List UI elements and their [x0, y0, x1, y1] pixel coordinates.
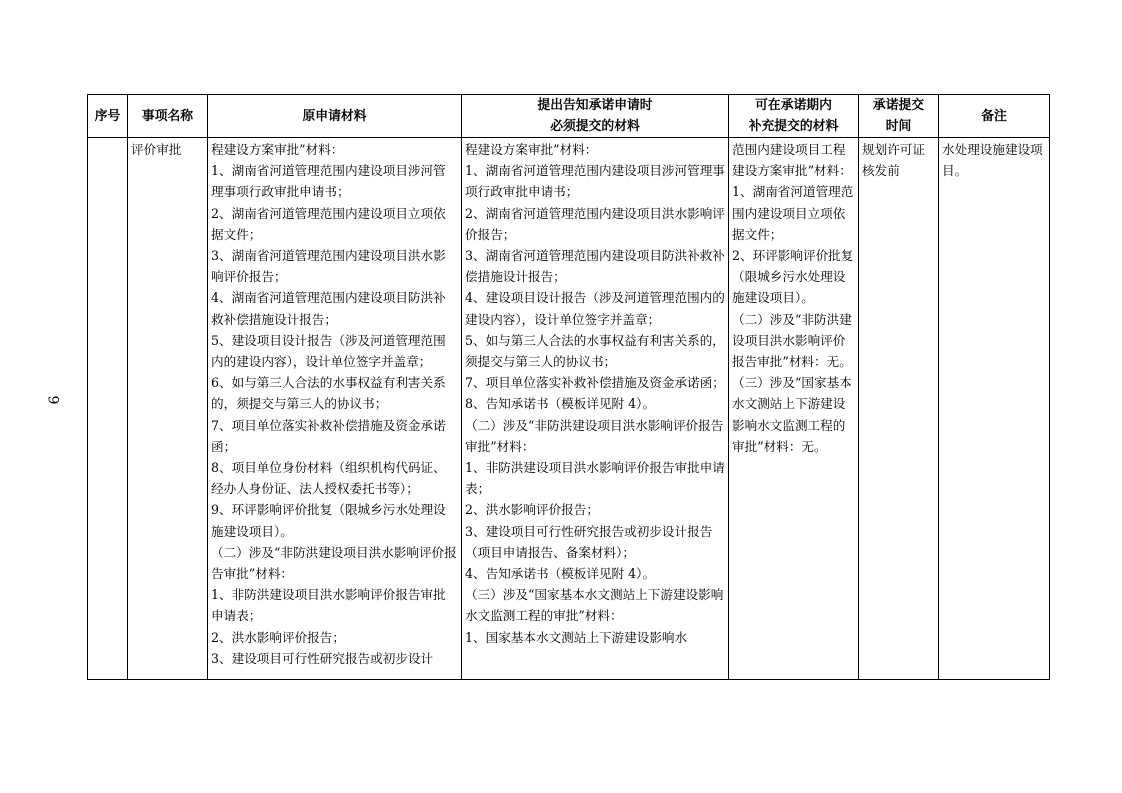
- list-item: 2、环评影响评价批复（限城乡污水处理设施建设项目）。: [732, 248, 854, 306]
- list-item: 程建设方案审批”材料：: [211, 142, 344, 157]
- header-required-line2: 必须提交的材料: [550, 119, 640, 134]
- list-item: 7、项目单位落实补救补偿措施及资金承诺函；: [465, 375, 725, 391]
- list-item: 程建设方案审批”材料：: [465, 142, 598, 157]
- header-item-name: 事项名称: [128, 95, 208, 138]
- header-commit-line2: 时间: [885, 119, 912, 134]
- list-item: （二）涉及“非防洪建设项目洪水影响评价报告审批”材料：: [465, 417, 724, 454]
- header-seq: 序号: [88, 95, 128, 138]
- list-item: 3、湖南省河道管理范围内建设项目防洪补救补偿措施设计报告；: [465, 248, 725, 285]
- list-item: （三）涉及“国家基本水文测站上下游建设影响水文监测工程的审批”材料：: [465, 587, 724, 624]
- list-item: 1、国家基本水文测站上下游建设影响水: [465, 629, 688, 645]
- list-item: 5、如与第三人合法的水事权益有利害关系的，须提交与第三人的协议书；: [465, 332, 725, 370]
- list-item: 2、洪水影响评价报告；: [465, 502, 599, 518]
- list-item: 6、如与第三人合法的水事权益有利害关系的，须提交与第三人的协议书；: [211, 375, 446, 412]
- list-item: 1、非防洪建设项目洪水影响评价报告审批申请表；: [465, 460, 725, 497]
- cell-commit-time: 规划许可证核发前: [859, 138, 939, 680]
- list-item: 8、告知承诺书（模板详见附 4）。: [465, 396, 656, 412]
- list-item: 4、告知承诺书（模板详见附 4）。: [465, 566, 656, 582]
- list-item: （三）涉及“国家基本水文测站上下游建设影响水文监测工程的审批”材料：无。: [732, 375, 852, 454]
- commitment-table: [87, 94, 1050, 680]
- list-item: 3、湖南省河道管理范围内建设项目洪水影响评价报告；: [211, 248, 446, 285]
- list-item: （二）涉及“非防洪建设项目洪水影响评价报告审批”材料：: [211, 544, 457, 582]
- list-item: （二）涉及“非防洪建设项目洪水影响评价报告审批”材料：无。: [732, 311, 852, 370]
- table-row: [88, 138, 1050, 680]
- header-commit-line1: 承诺提交: [872, 98, 925, 113]
- list-item: 2、洪水影响评价报告；: [211, 629, 345, 645]
- header-original-materials: 原申请材料: [208, 95, 462, 138]
- list-item: 3、建设项目可行性研究报告或初步设计报告（项目申请报告、备案材料）；: [465, 523, 713, 560]
- list-item: 4、建设项目设计报告（涉及河道管理范围内的建设内容），设计单位签字并盖章；: [465, 290, 725, 327]
- list-item: 范围内建设项目工程建设方案审批”材料：: [732, 142, 852, 179]
- list-item: 5、建设项目设计报告（涉及河道管理范围内的建设内容），设计单位签字并盖章；: [211, 332, 446, 370]
- header-supplement-materials: [729, 95, 859, 138]
- header-row: [88, 95, 1050, 138]
- list-item: 9、环评影响评价批复（限城乡污水处理设施建设项目）。: [211, 502, 446, 539]
- list-item: 3、建设项目可行性研究报告或初步设计: [211, 650, 434, 666]
- cell-required-materials: [462, 138, 729, 680]
- cell-supplement-materials: [729, 138, 859, 680]
- list-item: 2、湖南省河道管理范围内建设项目立项依据文件；: [211, 205, 446, 242]
- list-item: 4、湖南省河道管理范围内建设项目防洪补救补偿措施设计报告；: [211, 290, 446, 327]
- header-required-line1: 提出告知承诺申请时: [537, 98, 653, 113]
- cell-original-materials: [208, 138, 462, 680]
- header-commit-time: [859, 95, 939, 138]
- cell-seq: [88, 138, 128, 680]
- cell-item-name: 评价审批: [128, 138, 208, 680]
- page-number: 9: [44, 395, 61, 405]
- header-required-materials: [462, 95, 729, 138]
- list-item: 1、湖南省河道管理范围内建设项目涉河管理事项行政审批申请书；: [211, 163, 446, 200]
- list-item: 8、项目单位身份材料（组织机构代码证、经办人身份证、法人授权委托书等）；: [211, 460, 446, 497]
- cell-remarks: 水处理设施建设项目。: [939, 138, 1050, 680]
- header-remarks: 备注: [939, 95, 1050, 138]
- list-item: 7、项目单位落实补救补偿措施及资金承诺函；: [211, 417, 446, 454]
- list-item: 1、湖南省河道管理范围内建设项目立项依据文件；: [732, 184, 854, 242]
- list-item: 2、湖南省河道管理范围内建设项目洪水影响评价报告；: [465, 205, 725, 242]
- header-supplement-line2: 补充提交的材料: [748, 119, 839, 134]
- list-item: 1、非防洪建设项目洪水影响评价报告审批申请表；: [211, 587, 446, 624]
- header-supplement-line1: 可在承诺期内: [755, 98, 832, 113]
- list-item: 1、湖南省河道管理范围内建设项目涉河管理事项行政审批申请书；: [465, 163, 725, 200]
